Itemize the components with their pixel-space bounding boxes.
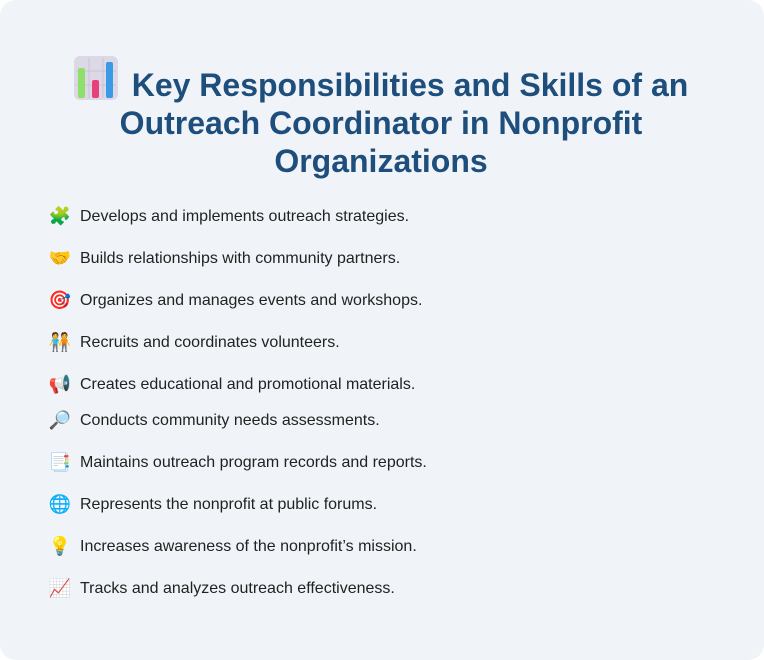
list-item bbox=[48, 536, 724, 558]
list-item-text: Organizes and manages events and workshops. bbox=[80, 292, 423, 309]
list-item bbox=[48, 206, 724, 228]
list-item-text: Represents the nonprofit at public forums. bbox=[80, 496, 378, 513]
list-item-text: Develops and implements outreach strategies. bbox=[80, 208, 410, 225]
bar-chart-icon bbox=[74, 56, 118, 100]
page-title bbox=[48, 56, 724, 180]
magnifying-glass-icon: 🔎 bbox=[48, 410, 72, 431]
document-icon: 📑 bbox=[48, 452, 72, 473]
list-item-text: Tracks and analyzes outreach effectiveness. bbox=[80, 580, 395, 597]
list-item bbox=[48, 290, 724, 312]
list-item-text: Maintains outreach program records and reports. bbox=[80, 454, 427, 471]
list-item-text: Conducts community needs assessments. bbox=[80, 412, 380, 429]
list-item bbox=[48, 452, 724, 474]
light-bulb-icon: 💡 bbox=[48, 536, 72, 557]
list-item-text: Creates educational and promotional materials. bbox=[80, 376, 416, 393]
responsibilities-list bbox=[48, 206, 724, 600]
list-item-text: Increases awareness of the nonprofit’s mission. bbox=[80, 538, 417, 555]
title-text: Key Responsibilities and Skills of an Outreach Coordinator in Nonprofit Organizations bbox=[119, 67, 689, 179]
list-item-text: Builds relationships with community partners. bbox=[80, 250, 401, 267]
list-item bbox=[48, 494, 724, 516]
globe-icon: 🌐 bbox=[48, 494, 72, 515]
list-item bbox=[48, 332, 724, 354]
list-item bbox=[48, 374, 724, 396]
megaphone-icon: 📢 bbox=[48, 374, 72, 395]
handshake-icon: 🤝 bbox=[48, 248, 72, 269]
list-item bbox=[48, 410, 724, 432]
target-icon: 🎯 bbox=[48, 290, 72, 311]
list-item bbox=[48, 578, 724, 600]
list-item-text: Recruits and coordinates volunteers. bbox=[80, 334, 340, 351]
people-holding-hands-icon: 🧑‍🤝‍🧑 bbox=[48, 332, 72, 353]
list-item bbox=[48, 248, 724, 270]
chart-increasing-icon: 📈 bbox=[48, 578, 72, 599]
puzzle-piece-icon: 🧩 bbox=[48, 206, 72, 227]
